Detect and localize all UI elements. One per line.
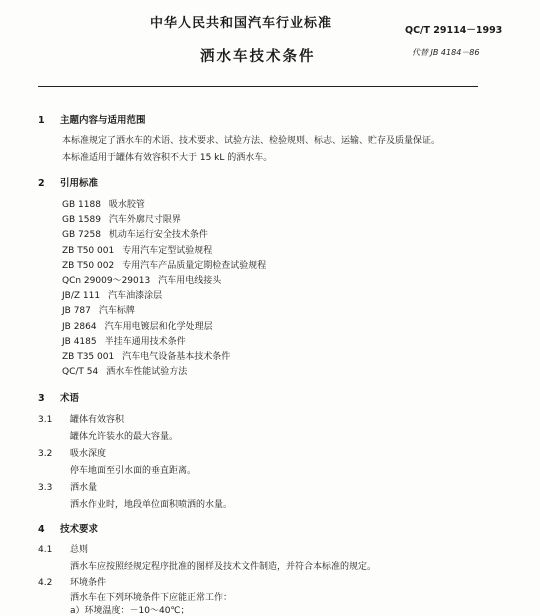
section-1-paragraph-1: 本标准规定了洒水车的术语、技术要求、试验方法、检验规则、标志、运输、贮存及质量保证。 (62, 136, 441, 146)
clause-4-2-text: 洒水车在下列环境条件下应能正常工作： (70, 593, 233, 603)
reference-code: ZB T35 001 (62, 352, 115, 362)
reference-code: GB 1589 (62, 215, 101, 226)
document-title: 洒水车技术条件 (200, 49, 316, 65)
section-1-paragraph-2: 本标准适用于罐体有效容积不大于 15 kL 的洒水车。 (62, 153, 273, 163)
reference-title: 汽车外廓尺寸限界 (108, 215, 181, 226)
reference-title: 专用汽车产品质量定期检查试验规程 (122, 260, 267, 271)
term-3-1-heading: 3.1 罐体有效容积 (38, 415, 125, 425)
reference-item (62, 364, 187, 377)
reference-item (62, 258, 266, 271)
header-divider (38, 86, 478, 87)
section-3-heading: 3 术语 (38, 393, 80, 404)
term-3-3-definition: 洒水作业时，地段单位面积喷洒的水量。 (70, 500, 233, 510)
reference-item (62, 288, 162, 301)
clause-4-1-heading: 4.1 总则 (38, 545, 89, 555)
reference-title: 汽车标牌 (98, 306, 135, 317)
clause-4-1-text: 洒水车应按照经规定程序批准的图样及技术文件制造，并符合本标准的规定。 (70, 562, 377, 572)
term-3-1-definition: 罐体允许装水的最大容量。 (70, 432, 179, 442)
reference-code: QCn 29009～29013 (62, 276, 151, 286)
reference-item (62, 319, 213, 332)
clause-4-2-heading: 4.2 环境条件 (38, 578, 107, 588)
reference-title: 汽车用电线接头 (158, 276, 222, 286)
reference-item (62, 334, 186, 347)
replaces-note: 代替 JB 4184－86 (412, 48, 480, 57)
reference-code: JB/Z 111 (62, 291, 101, 302)
reference-item (62, 197, 145, 210)
reference-title: 汽车油漆涂层 (108, 291, 163, 302)
reference-item (62, 349, 230, 362)
section-4-heading: 4 技术要求 (38, 524, 99, 535)
reference-title: 专用汽车定型试验规程 (122, 245, 213, 256)
industry-standard-heading: 中华人民共和国汽车行业标准 (150, 16, 333, 31)
term-3-2-definition: 停车地面至引水面的垂直距离。 (70, 466, 197, 476)
reference-title: 机动车运行安全技术条件 (108, 230, 208, 241)
reference-title: 半挂车通用技术条件 (104, 336, 186, 347)
reference-title: 汽车电气设备基本技术条件 (122, 352, 231, 362)
term-3-3-heading: 3.3 洒水量 (38, 483, 98, 493)
reference-item (62, 212, 181, 225)
reference-code: JB 2864 (62, 321, 97, 332)
reference-item (62, 303, 135, 316)
term-3-2-heading: 3.2 吸水深度 (38, 449, 107, 459)
reference-item (62, 273, 221, 286)
reference-title: 汽车用电镀层和化学处理层 (104, 321, 213, 332)
clause-4-2-item-a: a）环境温度：－10～40℃； (70, 606, 190, 616)
reference-item (62, 243, 212, 256)
reference-code: ZB T50 001 (62, 245, 115, 256)
reference-code: JB 787 (62, 306, 91, 317)
reference-code: GB 7258 (62, 230, 101, 241)
reference-title: 吸水胶管 (108, 200, 145, 210)
reference-code: ZB T50 002 (62, 260, 115, 271)
reference-item (62, 227, 208, 240)
standard-code: QC/T 29114－1993 (405, 25, 503, 36)
section-1-heading: 1 主题内容与适用范围 (38, 115, 146, 126)
reference-title: 洒水车性能试验方法 (106, 367, 188, 378)
section-2-heading: 2 引用标准 (38, 178, 99, 189)
reference-code: QC/T 54 (62, 367, 99, 378)
reference-code: JB 4185 (62, 336, 97, 347)
reference-code: GB 1188 (62, 200, 101, 210)
